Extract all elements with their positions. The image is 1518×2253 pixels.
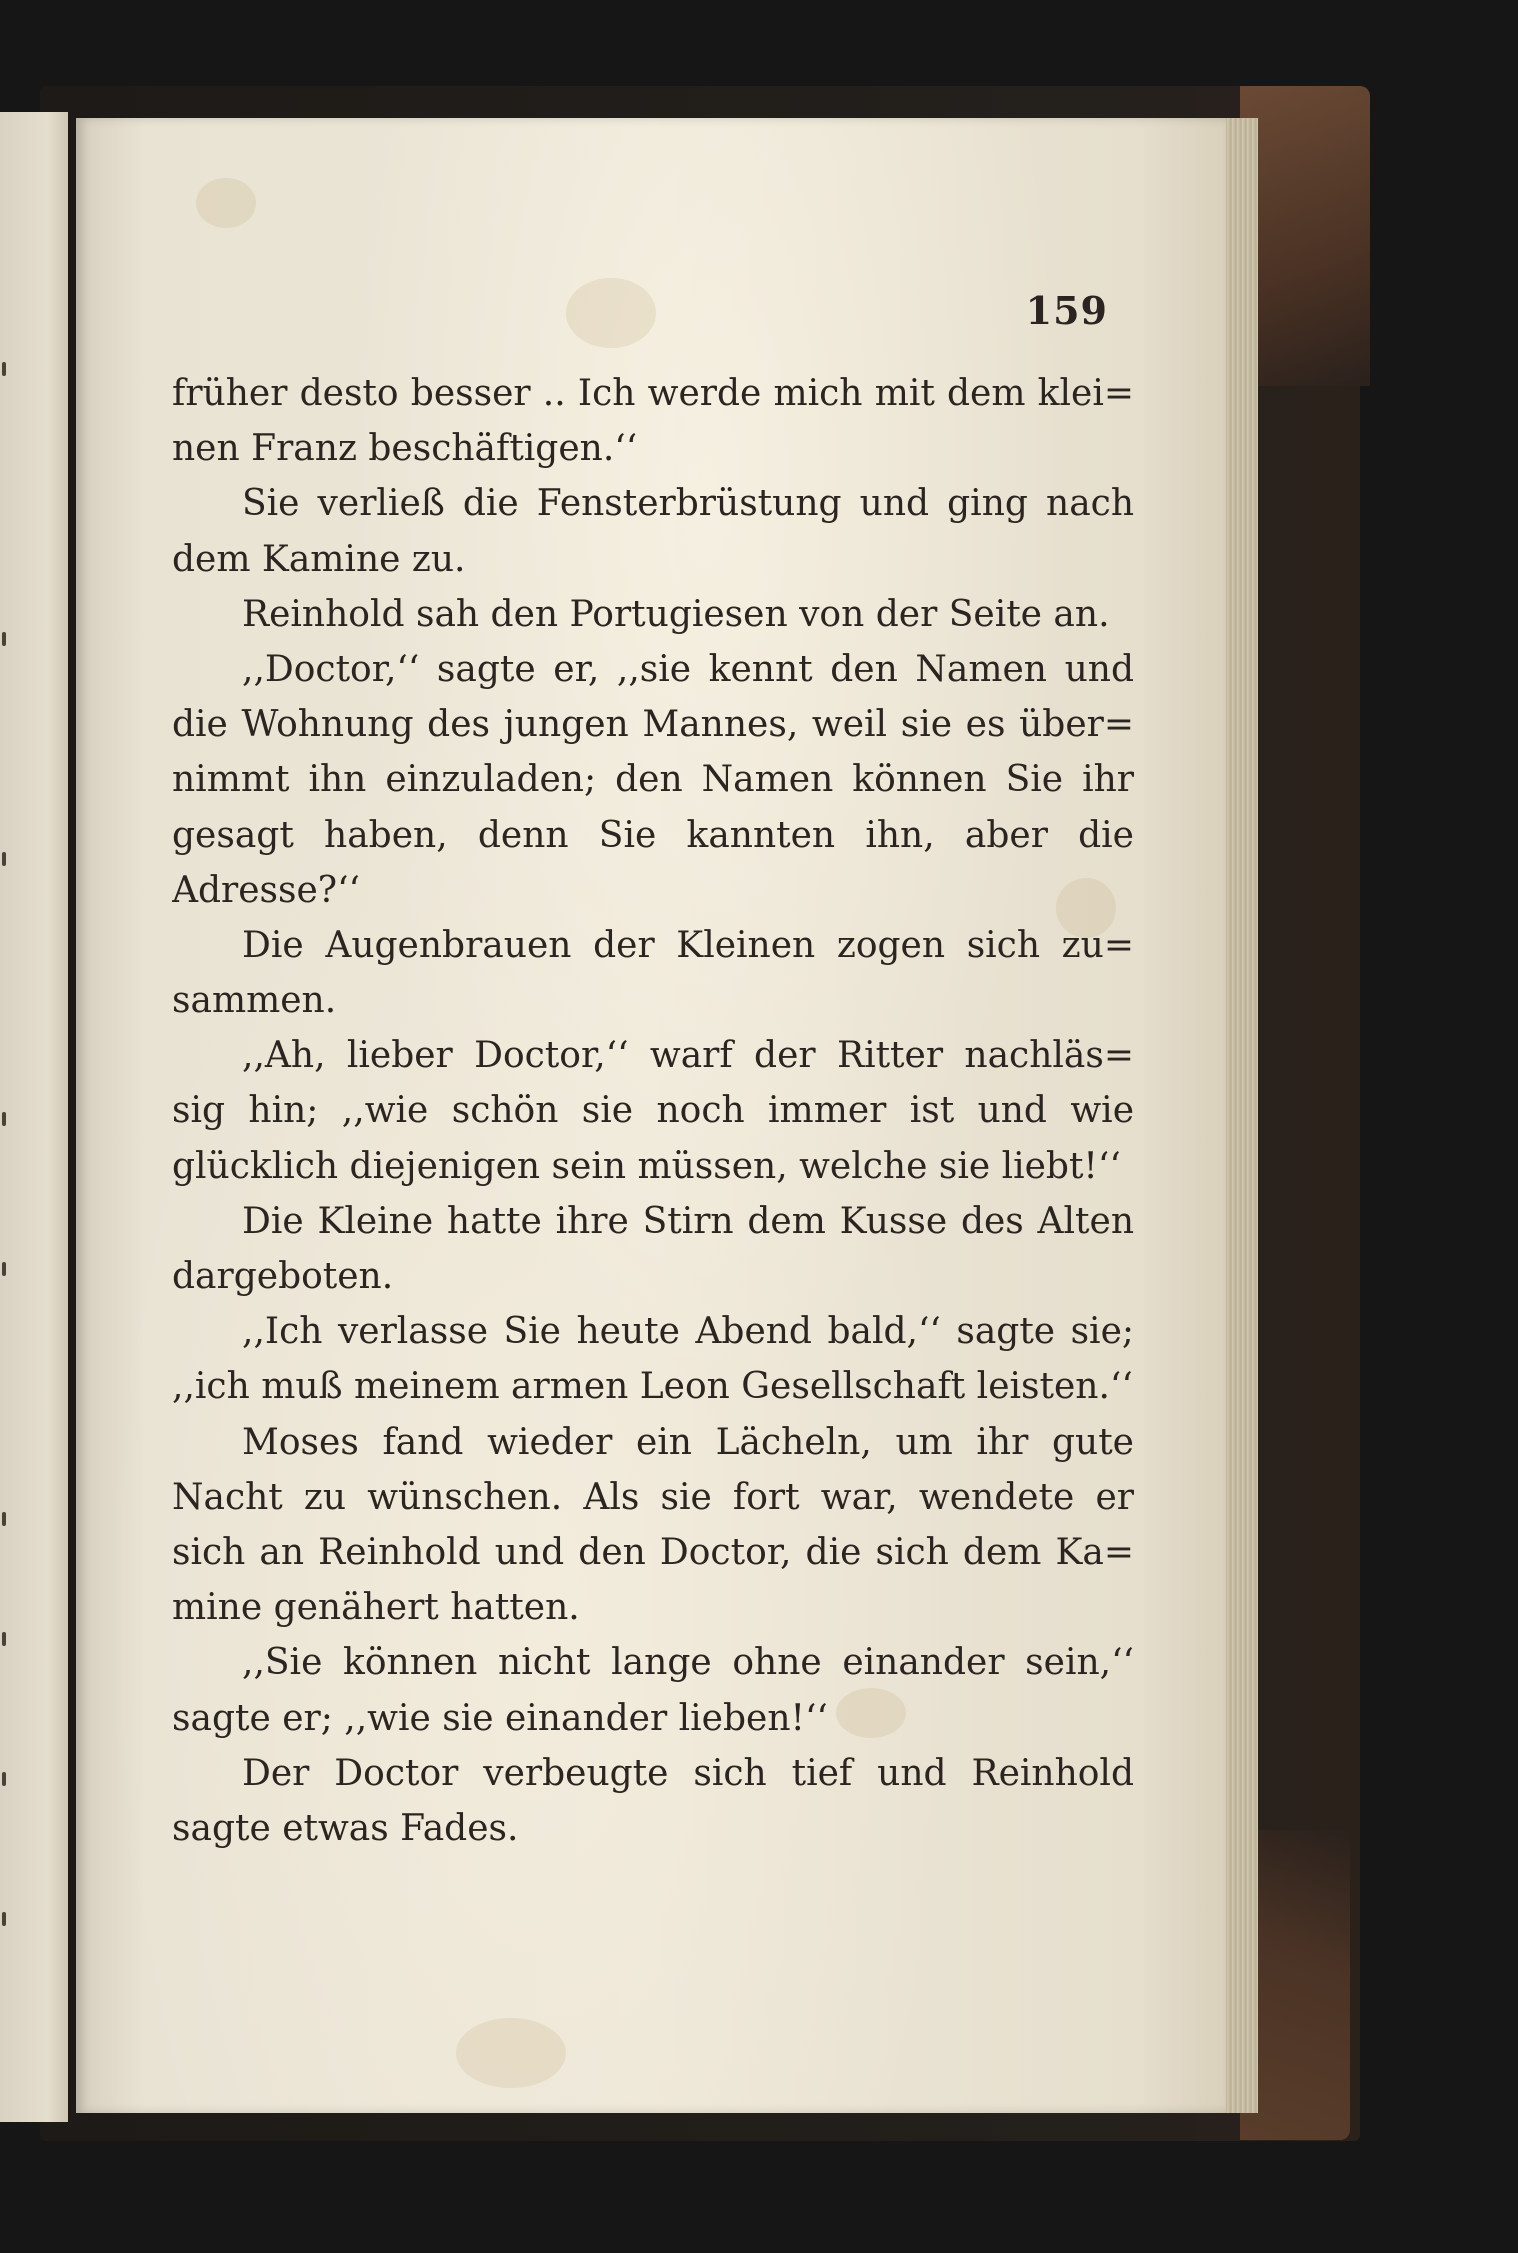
text-line: die Wohnung des jungen Mannes, weil sie es über= <box>172 704 1134 746</box>
text-line: Die Kleine hatte ihre Stirn dem Kusse des Alten <box>242 1200 1134 1242</box>
text-line: mine genähert hatten. <box>172 1587 580 1629</box>
left-page-edge <box>0 112 68 2122</box>
text-line: sammen. <box>172 980 337 1022</box>
text-line: sagte er; ,,wie sie einander lieben!‘‘ <box>172 1697 828 1739</box>
text-line: glücklich diejenigen sein müssen, welche sie liebt!‘‘ <box>172 1145 1121 1187</box>
text-line: Reinhold sah den Portugiesen von der Seite an. <box>242 593 1110 635</box>
text-line: ,,ich muß meinem armen Leon Gesellschaft leisten.‘‘ <box>172 1366 1133 1408</box>
text-line: gesagt haben, denn Sie kannten ihn, aber die <box>172 814 1134 856</box>
text-line: dem Kamine zu. <box>172 538 466 580</box>
page-number: 159 <box>1025 288 1108 333</box>
text-line: früher desto besser .. Ich werde mich mit dem klei= <box>172 373 1134 414</box>
left-page-bleed-marks <box>0 112 14 2122</box>
body-text <box>172 366 1134 1856</box>
foxing-stain <box>456 2018 566 2088</box>
text-line: ,,Ah, lieber Doctor,‘‘ warf der Ritter nachläs= <box>242 1035 1134 1077</box>
text-line: Der Doctor verbeugte sich tief und Reinhold <box>242 1752 1134 1794</box>
text-line: Moses fand wieder ein Lächeln, um ihr gute <box>242 1421 1134 1463</box>
right-page <box>76 118 1226 2113</box>
text-line: dargeboten. <box>172 1256 394 1297</box>
text-line: ,,Doctor,‘‘ sagte er, ,,sie kennt den Namen und <box>242 648 1134 690</box>
text-line: ,,Ich verlasse Sie heute Abend bald,‘‘ sagte sie; <box>242 1311 1134 1353</box>
text-line: sig hin; ,,wie schön sie noch immer ist und wie <box>172 1090 1134 1132</box>
text-line: nen Franz beschäftigen.‘‘ <box>172 428 638 470</box>
text-line: ,,Sie können nicht lange ohne einander sein,‘‘ <box>242 1642 1134 1684</box>
text-line: sagte etwas Fades. <box>172 1807 519 1849</box>
text-line: sich an Reinhold und den Doctor, die sich dem Ka= <box>172 1531 1134 1573</box>
text-line: Adresse?‘‘ <box>172 869 360 911</box>
text-line: Die Augenbrauen der Kleinen zogen sich zu= <box>242 924 1134 966</box>
text-line: nimmt ihn einzuladen; den Namen können Sie ihr <box>172 759 1134 801</box>
text-line: Nacht zu wünschen. Als sie fort war, wendete er <box>172 1476 1134 1518</box>
cover-leather-corner-top <box>1240 86 1370 386</box>
foxing-stain <box>196 178 256 228</box>
text-line: Sie verließ die Fensterbrüstung und ging nach <box>242 483 1134 525</box>
foxing-stain <box>566 278 656 348</box>
